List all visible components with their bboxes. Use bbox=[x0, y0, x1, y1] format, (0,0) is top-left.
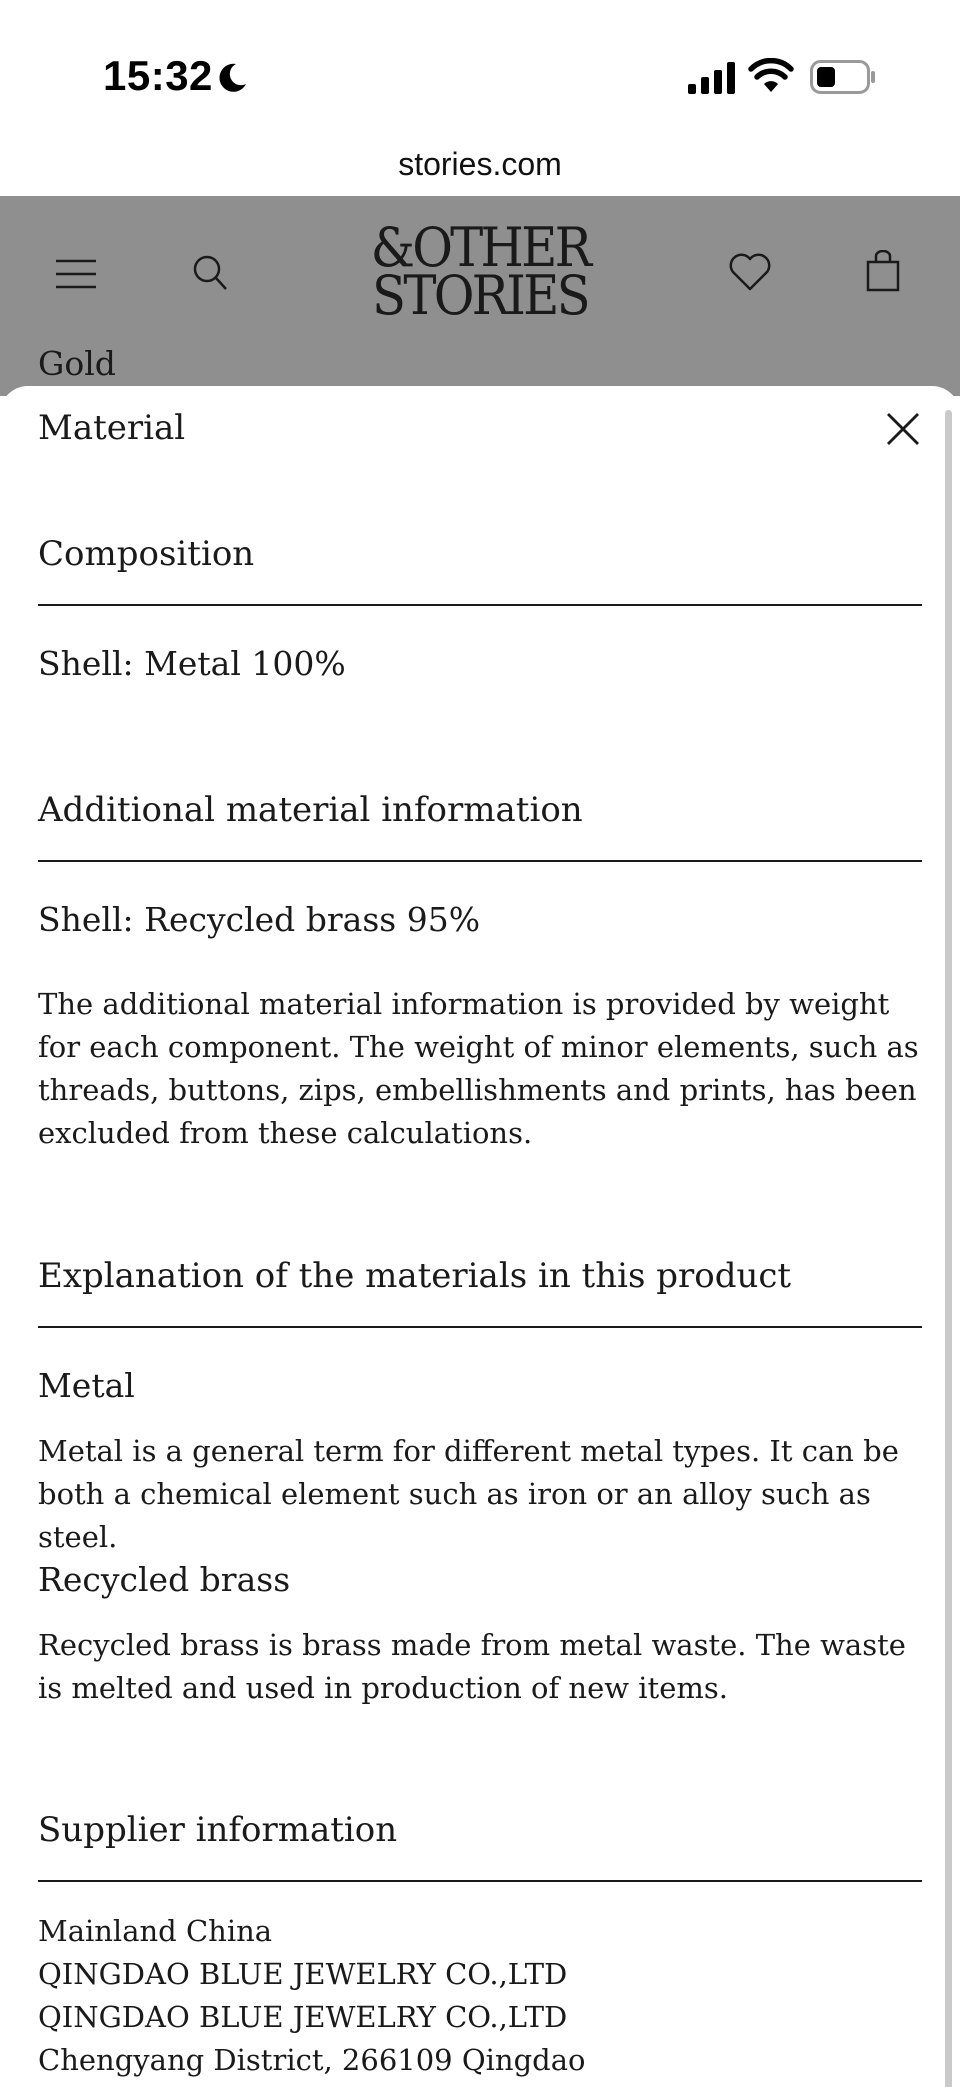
close-icon[interactable] bbox=[880, 406, 926, 452]
supplier-line: Mainland China bbox=[38, 1914, 273, 1948]
explanation-heading: Explanation of the materials in this product bbox=[38, 1256, 922, 1328]
supplier-line: Chengyang District, 266109 Qingdao bbox=[38, 2043, 586, 2077]
url-text: stories.com bbox=[398, 146, 562, 182]
menu-icon[interactable] bbox=[56, 258, 96, 290]
material-desc-recycled-brass: Recycled brass is brass made from metal waste. The waste is melted and used in production of new items. bbox=[38, 1628, 906, 1705]
additional-note: The additional material information is provided by weight for each component. The weight of minor elements, such as threads, buttons, zips, embellishments and prints, has been excluded from these calculations. bbox=[38, 987, 919, 1150]
status-time: 15:32 bbox=[103, 52, 213, 99]
composition-text: Shell: Metal 100% bbox=[38, 644, 346, 683]
brand-logo[interactable] bbox=[358, 216, 602, 327]
bag-icon[interactable] bbox=[866, 250, 900, 292]
supplier-info bbox=[38, 1910, 585, 2082]
logo-line-1: &OTHER bbox=[370, 216, 590, 279]
sheet-scrollbar[interactable] bbox=[945, 410, 952, 2087]
supplier-heading: Supplier information bbox=[38, 1810, 922, 1882]
supplier-line: QINGDAO BLUE JEWELRY CO.,LTD bbox=[38, 1957, 568, 1991]
composition-heading: Composition bbox=[38, 534, 922, 606]
heart-icon[interactable] bbox=[728, 252, 772, 292]
battery-icon bbox=[810, 60, 876, 94]
status-bar bbox=[0, 0, 960, 140]
sheet-title: Material bbox=[38, 408, 186, 448]
additional-heading: Additional material information bbox=[38, 790, 922, 862]
material-name-metal: Metal bbox=[38, 1366, 135, 1405]
product-variant: Gold bbox=[38, 344, 116, 383]
site-header bbox=[0, 196, 960, 396]
moon-icon bbox=[214, 60, 250, 96]
logo-line-2: STORIES bbox=[372, 264, 588, 327]
material-name-recycled-brass: Recycled brass bbox=[38, 1560, 291, 1599]
search-icon[interactable] bbox=[192, 254, 228, 292]
material-desc-metal: Metal is a general term for different metal types. It can be both a chemical element such as iron or an alloy such as steel. bbox=[38, 1434, 899, 1554]
signal-icon bbox=[688, 62, 736, 94]
additional-text: Shell: Recycled brass 95% bbox=[38, 900, 481, 939]
material-sheet bbox=[0, 386, 960, 2087]
wifi-icon bbox=[748, 58, 794, 94]
url-bar[interactable] bbox=[0, 140, 960, 196]
supplier-line: QINGDAO BLUE JEWELRY CO.,LTD bbox=[38, 2000, 568, 2034]
